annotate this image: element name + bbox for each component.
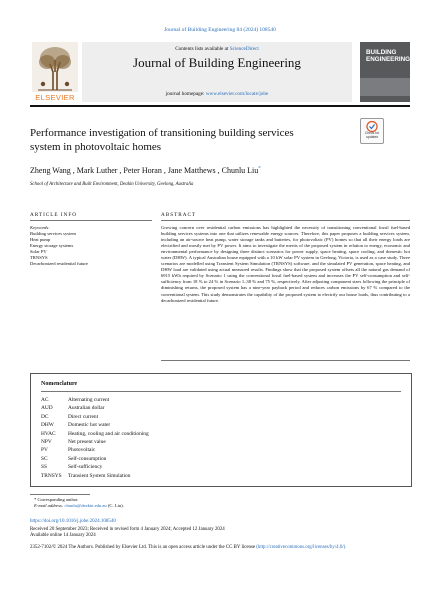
nomenclature-abbr: SS xyxy=(41,464,47,471)
keyword: Building services system xyxy=(30,231,76,236)
keyword: Heat pump xyxy=(30,237,51,242)
check-label-line-2: updates xyxy=(365,134,379,139)
footnote xyxy=(34,497,124,509)
license-statement: 2352-7102/© 2024 The Authors. Published by Elsevier Ltd. This is an open access article under the CC BY license xyxy=(30,545,256,550)
keywords-block xyxy=(30,225,152,267)
article-dates xyxy=(30,527,410,539)
nomenclature-abbr: AC xyxy=(41,397,49,403)
article-info-heading: ARTICLE INFO xyxy=(30,212,77,218)
contents-line xyxy=(82,46,352,52)
email-link[interactable]: chunlu@deakin.edu.au xyxy=(64,503,107,508)
keyword: TRNSYS xyxy=(30,255,48,260)
dates-line-1: Received 20 September 2023; Received in revised form 4 January 2024; Accepted 12 January 2024 xyxy=(30,527,225,532)
nomenclature-abbr: SC xyxy=(41,455,48,462)
nomenclature-def: Direct current xyxy=(68,413,99,420)
keyword: Energy storage systems xyxy=(30,243,74,248)
cover-line-2: ENGINEERING xyxy=(366,56,411,63)
journal-title: Journal of Building Engineering xyxy=(133,55,301,70)
nomenclature-def: Australian dollar xyxy=(68,405,105,412)
corresponding-author-mark[interactable]: * xyxy=(258,166,261,172)
nomenclature-def: Net present value xyxy=(68,439,106,446)
nomenclature-abbr: DHW xyxy=(41,422,54,429)
title-line-2: system in photovoltaic homes xyxy=(30,141,162,153)
homepage-line xyxy=(82,91,352,97)
check-for-updates-button[interactable] xyxy=(360,118,384,144)
nomenclature-row xyxy=(41,455,149,463)
corresponding-author-text: Corresponding author. xyxy=(37,497,79,502)
abstract-bottom-rule xyxy=(161,360,410,361)
nomenclature-def: Domestic hot water xyxy=(68,422,111,429)
email-line xyxy=(34,503,124,509)
affiliation: School of Architecture and Built Environment, Deakin University, Geelong, Australia xyxy=(30,182,194,187)
nomenclature-row xyxy=(41,463,149,471)
nomenclature-row xyxy=(41,421,149,429)
homepage-link[interactable]: www.elsevier.com/locate/jobe xyxy=(205,91,269,97)
nomenclature-def: Alternating current xyxy=(68,397,110,403)
nomenclature-row xyxy=(41,472,149,480)
nomenclature-def: Photovoltaic xyxy=(68,447,96,454)
check-for-updates-label xyxy=(361,132,383,140)
author-names[interactable]: Zheng Wang , Mark Luther , Peter Horan , Jane Matthews , Chunlu Liu xyxy=(30,166,259,175)
header-divider xyxy=(30,105,410,107)
nomenclature-row xyxy=(41,438,149,446)
keywords-label: Keywords: xyxy=(30,225,50,230)
cover-line-1: BUILDING xyxy=(366,49,397,56)
nomenclature-row xyxy=(41,430,149,438)
article-info-rule xyxy=(30,220,152,221)
nomenclature-def: Transient System Simulation xyxy=(68,472,131,479)
nomenclature-abbr: DC xyxy=(41,413,49,420)
abstract-heading: ABSTRACT xyxy=(161,212,197,218)
nomenclature-abbr: AUD xyxy=(41,405,53,412)
sciencedirect-link[interactable]: ScienceDirect xyxy=(229,46,259,52)
homepage-prefix: journal homepage: xyxy=(165,91,206,97)
article-title xyxy=(30,126,350,154)
abstract-text: Growing concern over residential carbon emissions has highlighted the necessity of transitioning conventional fossil fuel-based building services systems into one that utilizes renewable energy sources. Therefore, this paper proposes a building services system, including an air-source heat pump, water storage tanks and batteries, for photovoltaic (PV) homes so that all their energy loads are electrified and mostly met by PV power. It aims to investigate the merits of the proposed system in relation to energy, economic and environmental performance by designing three distinct scenarios for power supply, space heating, space cooling, and domestic hot water (DHW). A typical Australian house equipped with a 10 kW solar PV system in Geelong, Victoria, is used as a case study. Three scenarios are modelled using Transient System Simulation (TRNSYS) software, and the simulated PV generation, space heating, and DHW load are validated using actual measured results. Findings show that the proposed system offsets all the natural gas demand of 6915 kWh required by Scenario 1 using the conventional fossil fuel-based system and increases the PV self-consumption and self-sufficiency from 18 % to 24 % in Scenario 1–38 % and 75 %, respectively. After adjusting component sizes following the principle of diminishing returns, the proposed system has a nine-year payback period and reduces carbon emissions by 67 % compared to the conventional system. This study demonstrates the capability of the proposed system to electrify our house loads, thus contributing to a decarbonized residential future. xyxy=(161,225,410,303)
nomenclature-rule xyxy=(41,391,401,392)
nomenclature-title: Nomenclature xyxy=(41,381,78,387)
journal-cover-image xyxy=(360,42,410,102)
publisher-name: ELSEVIER xyxy=(35,93,75,102)
license-text xyxy=(30,544,410,551)
nomenclature-def: Self-consumption xyxy=(68,455,107,462)
nomenclature-abbr: TRNSYS xyxy=(41,472,62,479)
dates-line-2: Available online 14 January 2024 xyxy=(30,533,96,539)
nomenclature-row xyxy=(41,413,149,421)
doi-link[interactable]: https://doi.org/10.1016/j.jobe.2024.108540 xyxy=(30,519,116,524)
nomenclature-abbr: PV xyxy=(41,447,48,454)
nomenclature-def: Heating, cooling and air conditioning xyxy=(68,430,149,437)
check-label-line-1: Check for xyxy=(364,131,380,135)
email-label: E-mail address: xyxy=(34,503,64,508)
journal-citation[interactable]: Journal of Building Engineering 84 (2024) 108540 xyxy=(164,27,276,33)
nomenclature-def: Self-sufficiency xyxy=(68,464,103,471)
cover-title xyxy=(366,49,410,63)
contents-prefix: Contents lists available at xyxy=(175,46,230,52)
nomenclature-row xyxy=(41,396,149,404)
abstract-rule xyxy=(161,220,410,221)
cover-stripe xyxy=(360,78,410,96)
nomenclature-list xyxy=(41,396,149,480)
author-list xyxy=(30,166,261,175)
nomenclature-row xyxy=(41,404,149,412)
email-suffix: (C. Liu). xyxy=(107,503,124,508)
nomenclature-row xyxy=(41,446,149,454)
nomenclature-box xyxy=(30,373,412,487)
footnote-mark: * xyxy=(34,497,37,502)
keyword: Solar PV xyxy=(30,249,47,254)
title-line-1: Performance investigation of transitioning building services xyxy=(30,127,294,139)
footnote-rule xyxy=(30,494,90,495)
nomenclature-abbr: NPV xyxy=(41,439,52,446)
keyword: Decarbonized residential future xyxy=(30,261,88,266)
nomenclature-abbr: HVAC xyxy=(41,430,56,437)
license-link[interactable]: (http://creativecommons.org/licenses/by/4.0/). xyxy=(256,545,347,550)
